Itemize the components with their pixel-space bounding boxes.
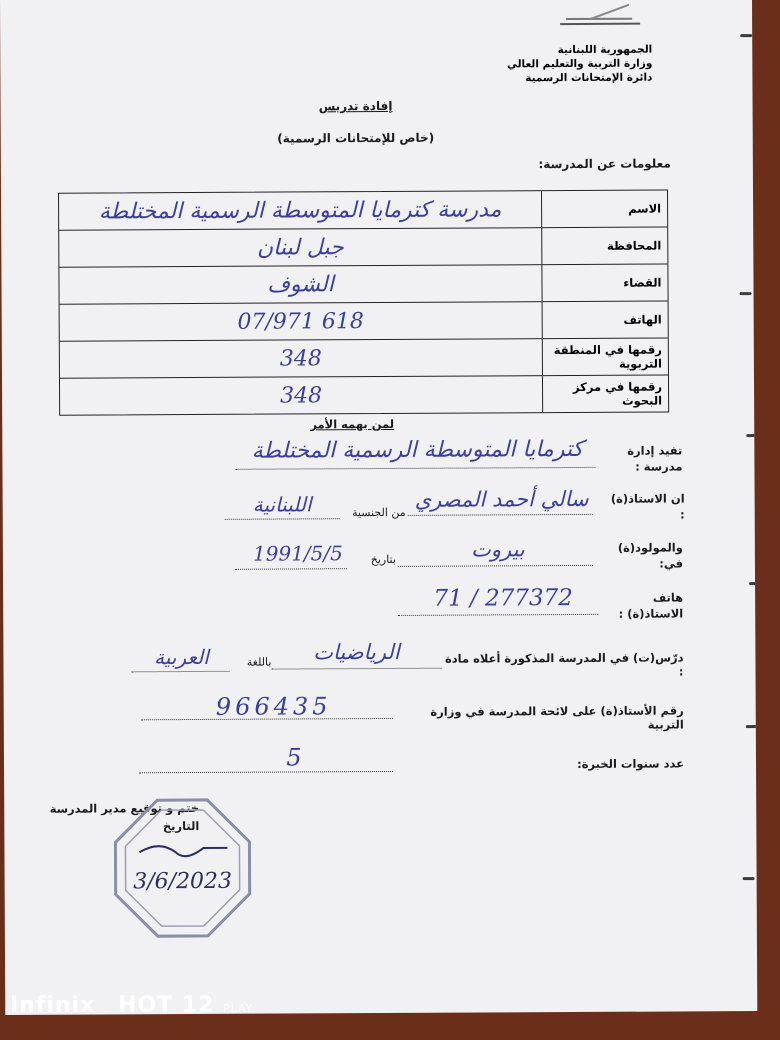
doc-subtitle: (خاص للإمتحانات الرسمية) xyxy=(277,130,435,146)
row-value: 348 xyxy=(279,345,322,372)
phone-label: هاتف الاستاذ(ة) : xyxy=(618,590,684,621)
nationality-value: اللبنانية xyxy=(252,492,312,517)
dotted-line xyxy=(408,514,593,516)
registry-label: رقم الأستاذ(ة) على لائحة المدرسة في وزارة التربية xyxy=(430,703,684,732)
row-label: رقمها في مركز البحوث xyxy=(542,376,668,413)
taught-label: درّس(ت) في المدرسة المذكورة أعلاه مادة : xyxy=(444,650,684,679)
school-admin-value: كترمايا المتوسطة الرسمية المختلطة xyxy=(251,436,584,464)
row-value: 07/971 618 xyxy=(237,308,364,335)
ministry-header xyxy=(452,43,652,86)
row-value: مدرسة كترمايا المتوسطة الرسمية المختلطة xyxy=(98,196,502,224)
table-row xyxy=(60,376,668,415)
header-line1: الجمهورية اللبنانية xyxy=(557,43,653,57)
row-value: جبل لبنان xyxy=(256,234,344,261)
row-value: الشوف xyxy=(267,271,334,298)
signature-scribble xyxy=(139,846,227,857)
school-info-table xyxy=(58,190,669,416)
concern-heading: لمن يهمه الأمر xyxy=(310,416,395,432)
watermark-suffix: PLAY xyxy=(223,1002,254,1015)
row-label: القضاء xyxy=(541,265,667,302)
row-label: الاسم xyxy=(541,191,667,228)
watermark-brand: Infinix xyxy=(10,993,96,1018)
dotted-line xyxy=(235,568,347,570)
header-line2: وزارة التربية والتعليم العالي xyxy=(506,57,653,71)
row-label: الهاتف xyxy=(542,302,668,339)
phone-value: 71 / 277372 xyxy=(433,585,573,612)
experience-value: 5 xyxy=(286,743,302,772)
row-label: رقمها في المنطقة التربوية xyxy=(542,339,668,376)
table-row xyxy=(60,302,668,342)
born-date-value: 1991/5/5 xyxy=(252,541,343,566)
table-row xyxy=(59,228,667,268)
row-value: 348 xyxy=(280,382,323,409)
signature-date-label: التاريخ xyxy=(162,818,200,834)
dotted-line xyxy=(235,467,595,470)
camera-watermark xyxy=(10,993,254,1018)
table-row xyxy=(59,265,667,305)
signature-date: 3/6/2023 xyxy=(133,868,233,895)
registry-value: 966435 xyxy=(215,692,332,721)
nationality-label: من الجنسية xyxy=(352,505,406,520)
subject-value: الرياضيات xyxy=(313,639,400,665)
born-label: والمولود(ة) في: xyxy=(617,540,683,571)
dotted-line xyxy=(398,565,593,567)
row-label: المحافظة xyxy=(541,228,667,265)
dotted-line xyxy=(398,614,598,616)
watermark-model: HOT 12 xyxy=(118,993,215,1018)
school-admin-label: تفيد إدارة مدرسة : xyxy=(627,443,683,474)
teacher-label: ان الاستاذ(ة) : xyxy=(610,491,685,522)
doc-title: إفادة تدريس xyxy=(318,98,393,114)
dotted-line xyxy=(225,518,340,520)
school-info-label: معلومات عن المدرسة: xyxy=(538,156,671,172)
dotted-line xyxy=(132,671,230,673)
header-line3: دائرة الإمتحانات الرسمية xyxy=(525,71,653,85)
table-row xyxy=(60,339,668,379)
language-label: باللغة xyxy=(246,655,272,669)
language-value: العربية xyxy=(154,644,209,670)
teacher-value: سالي أحمد المصري xyxy=(414,486,589,512)
born-place-value: بيروت xyxy=(470,537,525,562)
date-label: بتاريخ xyxy=(370,552,396,567)
table-row xyxy=(59,191,667,231)
dotted-line xyxy=(272,668,442,670)
signature-label: ختم و توقيع مدير المدرسة xyxy=(49,800,200,816)
experience-label: عدد سنوات الخبرة: xyxy=(577,756,685,771)
